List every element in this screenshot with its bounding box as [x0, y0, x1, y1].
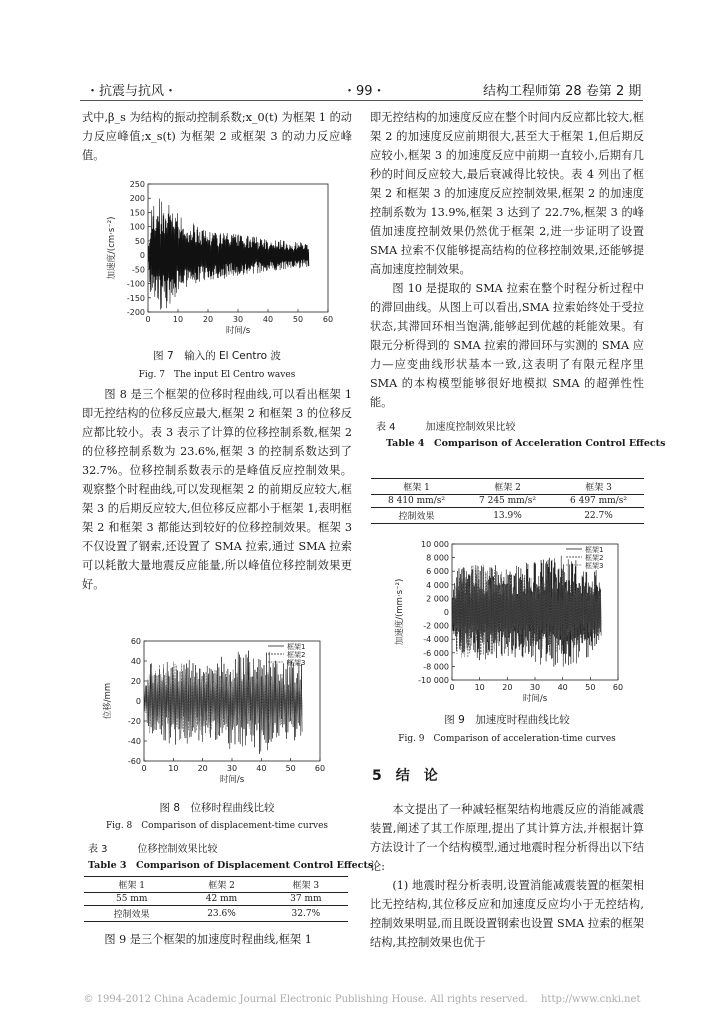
y-tick-label: 10 000 — [421, 540, 449, 549]
x-tick-label: 40 — [262, 315, 274, 324]
table-4-header: 框架 1 — [371, 479, 462, 495]
series-line — [148, 199, 309, 310]
paragraph-fig8-discussion: 图 8 是三个框架的位移时程曲线,可以看出框架 1 即无控结构的位移反应最大,框架 2 和框架 3 的位移反应都比较小。表 3 表示了计算的位移控制系数,框架 2 的位移控制系数为 23.6%,框架 3 的控制系数达到了 32.7%。位移控制系数表示的是峰值反应控制效果。观察整个时程曲线,可以发现框架 2 的前期反应较大,框架 3 的后期反应较大,但位移反应都小于框架 1,表明框架 2 和框架 3 都能达到较好的位移控制效果。框架 3 不仅设置了钢索,还设置了 SMA 拉索,通过 SMA 拉索可以耗散大量地震反应能量,所以峰值位移控制效果更好。 — [82, 388, 352, 591]
legend-label: 框架2 — [585, 554, 604, 562]
paragraph-conclusion-1: (1) 地震时程分析表明,设置消能减震装置的框架相比无控结构,其位移反应和加速度反应均小于无控结构,控制效果明显,而且既设置钢索也设置 SMA 拉索的框架结构,其控制效果也优于 — [370, 879, 644, 949]
y-tick-label: 40 — [130, 657, 141, 666]
table-3-header: 框架 1 — [84, 877, 179, 893]
table-3-header: 框架 2 — [179, 877, 263, 893]
x-tick-label: 30 — [226, 764, 238, 773]
table-4-cell: 7 245 mm/s² — [462, 495, 553, 508]
x-tick-label: 20 — [502, 683, 513, 692]
x-tick-label: 60 — [612, 683, 624, 692]
y-tick-label: 2 000 — [426, 594, 449, 604]
x-tick-label: 60 — [322, 315, 334, 324]
figure-9-caption-en: Fig. 9 Comparison of acceleration-time curves — [398, 734, 616, 744]
y-tick-label: -100 — [126, 279, 145, 289]
y-tick-label: 250 — [129, 180, 145, 189]
x-tick-label: 0 — [141, 764, 147, 773]
y-tick-label: -20 — [127, 717, 141, 726]
figure-9-caption-cn: 图 9 加速度时程曲线比较 — [444, 714, 570, 726]
y-tick-label: -50 — [131, 265, 145, 275]
paragraph-conclusion-intro: 本文提出了一种减轻框架结构地震反应的消能减震装置,阐述了其工作原理,提出了其计算方法,并根据计算方法设计了一个结构模型,通过地震时程分析得出以下结论: — [370, 803, 644, 873]
y-tick-label: 60 — [130, 637, 141, 646]
y-tick-label: 4 000 — [426, 580, 449, 590]
left-column-middle — [82, 385, 352, 594]
x-tick-label: 0 — [449, 683, 455, 692]
table-4-cell: 22.7% — [553, 508, 644, 524]
x-axis-label: 时间/s — [522, 694, 548, 702]
right-column-bottom — [370, 800, 644, 952]
table-4-cell: 8 410 mm/s² — [371, 495, 462, 508]
y-axis-label: 加速度/(cm·s⁻²) — [107, 216, 117, 280]
table-4 — [371, 478, 644, 524]
x-tick-label: 20 — [197, 764, 208, 773]
table-3 — [84, 876, 348, 922]
y-tick-label: -8 000 — [423, 662, 449, 672]
figure-9-chart — [392, 540, 642, 702]
paragraph-hysteresis: 图 10 是提取的 SMA 拉索在整个时程分析过程中的滞回曲线。从图上可以看出,SMA 拉索始终处于受拉状态,其滞回环相当饱满,能够起到优越的耗能效果。有限元分析得到的 SMA 拉索的滞回环与实测的 SMA 应力—应变曲线形状基本一致,这表明了有限元程序里 SMA 的本构模型能够很好地模拟 SMA 的超弹性性能。 — [370, 282, 644, 409]
table-3-title-en: Table 3 Comparison of Displacement Control Effects — [88, 860, 374, 871]
x-tick-label: 60 — [314, 764, 326, 773]
y-tick-label: 150 — [129, 208, 145, 218]
journal-issue-label: 结构工程师第 28 卷第 2 期 — [483, 84, 642, 99]
table-3-header: 框架 3 — [264, 877, 348, 893]
y-tick-label: 100 — [129, 222, 145, 232]
y-tick-label: -150 — [126, 293, 145, 303]
y-tick-label: 200 — [129, 194, 145, 204]
header-rule — [80, 100, 643, 101]
y-tick-label: -6 000 — [423, 648, 449, 658]
legend-label: 框架1 — [585, 546, 604, 554]
y-tick-label: 0 — [135, 697, 141, 706]
table-4-cell: 13.9% — [462, 508, 553, 524]
y-tick-label: 0 — [443, 608, 449, 617]
x-tick-label: 30 — [529, 683, 541, 692]
table-4-title-cn: 表 4 加速度控制效果比较 — [376, 422, 516, 433]
legend-label: 框架3 — [287, 659, 306, 667]
x-axis-label: 时间/s — [225, 326, 251, 336]
x-axis-label: 时间/s — [219, 775, 245, 785]
table-4-header: 框架 3 — [553, 479, 644, 495]
table-4-title-en: Table 4 Comparison of Acceleration Control Effects — [386, 438, 666, 449]
paragraph-acc-discussion: 即无控结构的加速度反应在整个时间内反应都比较大,框架 2 的加速度反应前期很大,甚至大于框架 1,但后期反应较小,框架 3 的加速度反应中前期一直较小,后期有几秒的时间反应较大,最后衰减得比较快。表 4 列出了框架 2 和框架 3 的加速度反应控制效果,框架 2 的加速度控制系数为 13.9%,框架 3 达到了 22.7%,框架 3 的峰值加速度控制效果仍然优于框架 2,进一步证明了设置 SMA 拉索不仅能够提高结构的位移控制效果,还能够提高加速度控制效果。 — [370, 111, 644, 276]
table-3-cell: 42 mm — [179, 893, 263, 906]
y-tick-label: -4 000 — [423, 635, 449, 645]
page-number: ・99・ — [343, 84, 386, 99]
right-column-top — [370, 108, 644, 412]
y-tick-label: 8 000 — [426, 553, 449, 563]
legend-label: 框架1 — [287, 643, 306, 651]
y-axis-label: 位移/mm — [103, 682, 113, 720]
figure-8-caption-en: Fig. 8 Comparison of displacement-time curves — [105, 821, 329, 831]
table-3-cell: 37 mm — [264, 893, 348, 906]
paragraph-fig9-intro: 图 9 是三个框架的加速度时程曲线,框架 1 — [104, 933, 312, 946]
x-tick-label: 40 — [557, 683, 568, 692]
figure-7-chart — [100, 178, 340, 338]
y-tick-label: 6 000 — [426, 567, 449, 577]
figure-7-caption-en: Fig. 7 The input El Centro waves — [138, 370, 296, 380]
y-tick-label: 50 — [134, 236, 145, 246]
x-tick-label: 50 — [585, 683, 596, 692]
table-3-row-label: 控制效果 — [84, 906, 179, 922]
table-4-header: 框架 2 — [462, 479, 553, 495]
x-tick-label: 40 — [256, 764, 267, 773]
left-column-bottom — [82, 930, 352, 949]
x-tick-label: 50 — [285, 764, 296, 773]
legend-label: 框架2 — [287, 651, 306, 659]
y-tick-label: -60 — [127, 757, 141, 766]
legend-label: 框架3 — [585, 562, 604, 570]
copyright-footer: © 1994-2012 China Academic Journal Electronic Publishing House. All rights reserved. http://www.cnki.net — [83, 994, 641, 1005]
figure-8-chart — [96, 633, 340, 785]
figure-8-caption-cn: 图 8 位移时程曲线比较 — [159, 802, 275, 814]
left-column-top — [82, 108, 352, 165]
table-3-cell: 55 mm — [84, 893, 179, 906]
table-3-cell: 23.6% — [179, 906, 263, 922]
x-tick-label: 10 — [172, 315, 184, 324]
table-3-cell: 32.7% — [264, 906, 348, 922]
section-title-conclusion: 5 结 论 — [372, 768, 438, 784]
table-4-cell: 6 497 mm/s² — [553, 495, 644, 508]
x-tick-label: 10 — [168, 764, 179, 773]
table-4-row-label: 控制效果 — [371, 508, 462, 524]
x-tick-label: 20 — [202, 315, 214, 324]
journal-section-label: ・抗震与抗风・ — [86, 84, 178, 99]
table-3-title-cn: 表 3 位移控制效果比较 — [88, 844, 218, 855]
x-tick-label: 10 — [474, 683, 485, 692]
y-axis-label: 加速度/(mm·s⁻²) — [395, 578, 405, 646]
paragraph-equation-defs: 式中,β_s 为结构的振动控制系数;x_0(t) 为框架 1 的动力反应峰值;x_s(t) 为框架 2 或框架 3 的动力反应峰值。 — [82, 111, 352, 162]
x-tick-label: 50 — [292, 315, 304, 324]
y-tick-label: -40 — [127, 737, 141, 746]
x-tick-label: 0 — [145, 315, 151, 324]
y-tick-label: 0 — [139, 251, 145, 261]
figure-7-caption-cn: 图 7 输入的 El Centro 波 — [153, 350, 281, 362]
x-tick-label: 30 — [232, 315, 244, 324]
y-tick-label: -10 000 — [418, 676, 449, 685]
y-tick-label: 20 — [130, 677, 141, 686]
y-tick-label: -200 — [126, 308, 145, 317]
y-tick-label: -2 000 — [423, 621, 449, 631]
